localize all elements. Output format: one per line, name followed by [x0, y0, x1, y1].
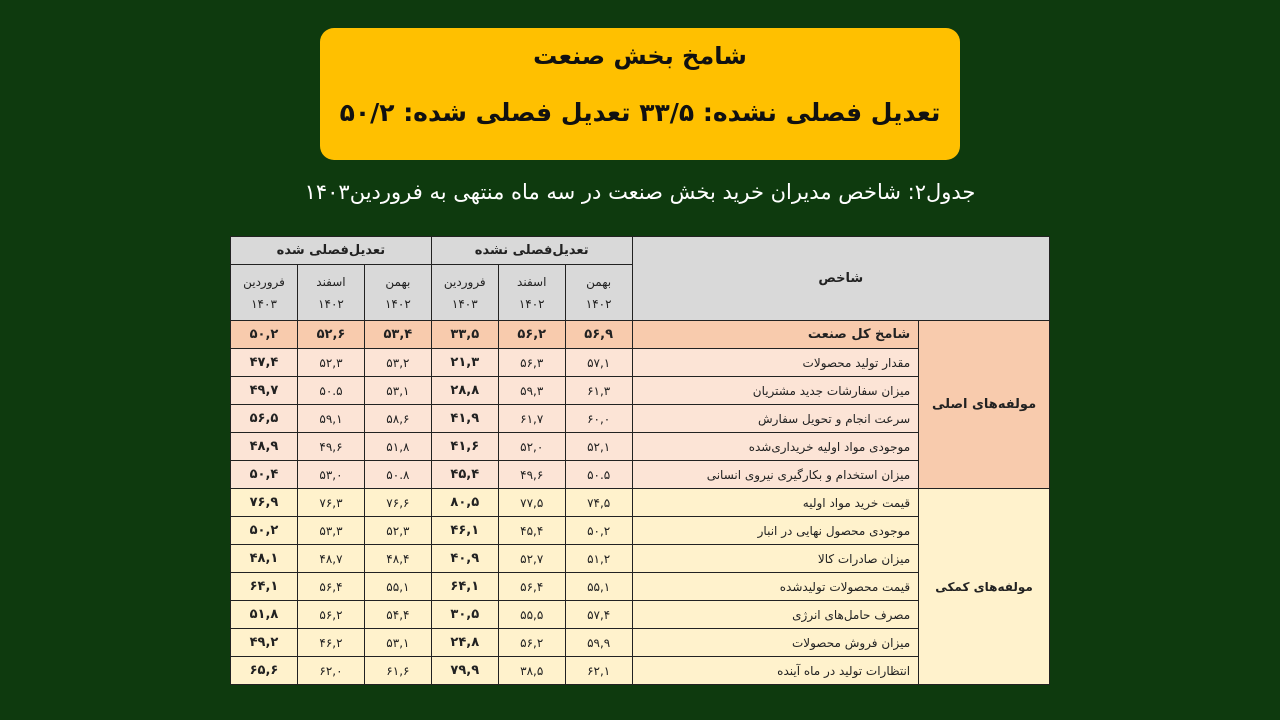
month-header	[565, 265, 632, 321]
value-cell: ۴۹,۷	[231, 377, 298, 405]
value-cell: ۶۴,۱	[231, 573, 298, 601]
value-cell: ۶۱,۷	[498, 405, 565, 433]
row-label: قیمت خرید مواد اولیه	[632, 489, 919, 517]
value-cell: ۵۱,۸	[231, 601, 298, 629]
row-label: میزان فروش محصولات	[632, 629, 919, 657]
month-header	[364, 265, 431, 321]
value-cell: ۵۳,۱	[364, 377, 431, 405]
value-cell: ۳۳,۵	[431, 321, 498, 349]
row-label: میزان صادرات کالا	[632, 545, 919, 573]
group-main-components: مولفه‌های اصلی	[919, 321, 1050, 489]
value-cell: ۷۶,۶	[364, 489, 431, 517]
value-cell: ۵۰,۲	[231, 321, 298, 349]
value-cell: ۵۲,۱	[565, 433, 632, 461]
row-label: سرعت انجام و تحویل سفارش	[632, 405, 919, 433]
title-values: تعدیل فصلی نشده: ۳۳/۵ تعدیل فصلی شده: ۵۰/۲	[339, 98, 941, 127]
value-cell: ۵۶,۲	[498, 629, 565, 657]
row-label: انتظارات تولید در ماه آینده	[632, 657, 919, 685]
value-cell: ۵۰,۴	[231, 461, 298, 489]
value-cell: ۵۳,۱	[364, 629, 431, 657]
value-cell: ۵۶,۳	[498, 349, 565, 377]
value-cell: ۵۶,۴	[298, 573, 365, 601]
month-name: فروردین	[243, 274, 285, 289]
month-name: فروردین	[443, 274, 486, 289]
value-cell: ۵۵,۱	[565, 573, 632, 601]
value-cell: ۵۶,۵	[231, 405, 298, 433]
value-cell: ۴۸,۹	[231, 433, 298, 461]
value-cell: ۵۶,۲	[298, 601, 365, 629]
value-cell: ۷۶,۳	[298, 489, 365, 517]
month-header	[298, 265, 365, 321]
value-cell: ۶۲,۱	[565, 657, 632, 685]
value-cell: ۵۷,۴	[565, 601, 632, 629]
month-header	[431, 265, 498, 321]
value-cell: ۵۳,۰	[298, 461, 365, 489]
value-cell: ۵۹,۳	[498, 377, 565, 405]
value-cell: ۵۳,۳	[298, 517, 365, 545]
value-cell: ۶۰,۰	[565, 405, 632, 433]
value-cell: ۴۵,۴	[498, 517, 565, 545]
value-cell: ۴۵,۴	[431, 461, 498, 489]
table-row	[231, 489, 1050, 517]
month-header	[498, 265, 565, 321]
month-name: اسفند	[517, 274, 547, 289]
value-cell: ۷۴,۵	[565, 489, 632, 517]
table-caption: جدول۲: شاخص مدیران خرید بخش صنعت در سه ماه منتهی به فروردین۱۴۰۳	[304, 180, 976, 204]
value-cell: ۵۰.۵	[565, 461, 632, 489]
row-label: مصرف حامل‌های انرژی	[632, 601, 919, 629]
value-cell: ۵۲,۳	[364, 517, 431, 545]
value-cell: ۵۵,۵	[498, 601, 565, 629]
month-name: بهمن	[586, 274, 612, 289]
value-cell: ۲۴,۸	[431, 629, 498, 657]
value-cell: ۵۸,۶	[364, 405, 431, 433]
group-header-adjusted: تعدیل‌فصلی شده	[231, 237, 432, 265]
row-label: قیمت محصولات تولیدشده	[632, 573, 919, 601]
value-cell: ۶۵,۶	[231, 657, 298, 685]
value-cell: ۷۶,۹	[231, 489, 298, 517]
value-cell: ۷۹,۹	[431, 657, 498, 685]
value-cell: ۷۷,۵	[498, 489, 565, 517]
title-box	[320, 28, 960, 160]
value-cell: ۵۶,۲	[498, 321, 565, 349]
value-cell: ۵۱,۸	[364, 433, 431, 461]
value-cell: ۳۸,۵	[498, 657, 565, 685]
month-year: ۱۴۰۳	[251, 296, 277, 311]
value-cell: ۵۳,۴	[364, 321, 431, 349]
month-year: ۱۴۰۲	[384, 296, 411, 311]
table-row	[231, 321, 1050, 349]
month-year: ۱۴۰۲	[518, 296, 545, 311]
title-heading: شامخ بخش صنعت	[533, 42, 747, 70]
value-cell: ۴۸,۱	[231, 545, 298, 573]
value-cell: ۴۸,۷	[298, 545, 365, 573]
value-cell: ۵۶,۴	[498, 573, 565, 601]
value-cell: ۵۵,۱	[364, 573, 431, 601]
value-cell: ۵۰,۲	[565, 517, 632, 545]
row-label: موجودی محصول نهایی در انبار	[632, 517, 919, 545]
pmi-table	[230, 236, 1050, 685]
value-cell: ۴۹,۶	[298, 433, 365, 461]
value-cell: ۵۳,۲	[364, 349, 431, 377]
value-cell: ۵۹,۱	[298, 405, 365, 433]
value-cell: ۵۲,۰	[498, 433, 565, 461]
value-cell: ۵۹,۹	[565, 629, 632, 657]
value-cell: ۶۲,۰	[298, 657, 365, 685]
value-cell: ۴۶,۱	[431, 517, 498, 545]
value-cell: ۵۷,۱	[565, 349, 632, 377]
value-cell: ۴۰,۹	[431, 545, 498, 573]
value-cell: ۸۰,۵	[431, 489, 498, 517]
value-cell: ۵۶,۹	[565, 321, 632, 349]
value-cell: ۴۱,۶	[431, 433, 498, 461]
value-cell: ۵۲,۳	[298, 349, 365, 377]
value-cell: ۶۴,۱	[431, 573, 498, 601]
value-cell: ۲۱,۳	[431, 349, 498, 377]
group-header-unadjusted: تعدیل‌فصلی نشده	[431, 237, 632, 265]
value-cell: ۴۱,۹	[431, 405, 498, 433]
value-cell: ۳۰,۵	[431, 601, 498, 629]
value-cell: ۵۲,۶	[298, 321, 365, 349]
value-cell: ۶۱,۳	[565, 377, 632, 405]
group-auxiliary-components: مولفه‌های کمکی	[919, 489, 1050, 685]
value-cell: ۴۷,۴	[231, 349, 298, 377]
row-label: موجودی مواد اولیه خریداری‌شده	[632, 433, 919, 461]
value-cell: ۵۲,۷	[498, 545, 565, 573]
value-cell: ۵۰,۲	[231, 517, 298, 545]
row-label: شامخ کل صنعت	[632, 321, 919, 349]
value-cell: ۵۰.۵	[298, 377, 365, 405]
month-year: ۱۴۰۲	[318, 296, 344, 311]
value-cell: ۲۸,۸	[431, 377, 498, 405]
value-cell: ۴۹,۶	[498, 461, 565, 489]
row-label: مقدار تولید محصولات	[632, 349, 919, 377]
index-header: شاخص	[632, 237, 1049, 321]
row-label: میزان استخدام و بکارگیری نیروی انسانی	[632, 461, 919, 489]
value-cell: ۶۱,۶	[364, 657, 431, 685]
value-cell: ۴۶,۲	[298, 629, 365, 657]
row-label: میزان سفارشات جدید مشتریان	[632, 377, 919, 405]
value-cell: ۵۰.۸	[364, 461, 431, 489]
value-cell: ۴۸,۴	[364, 545, 431, 573]
month-header	[231, 265, 298, 321]
value-cell: ۵۱,۲	[565, 545, 632, 573]
month-name: بهمن	[385, 274, 411, 289]
month-name: اسفند	[316, 274, 346, 289]
value-cell: ۴۹,۲	[231, 629, 298, 657]
month-year: ۱۴۰۲	[585, 296, 612, 311]
month-year: ۱۴۰۳	[451, 296, 478, 311]
value-cell: ۵۴,۴	[364, 601, 431, 629]
